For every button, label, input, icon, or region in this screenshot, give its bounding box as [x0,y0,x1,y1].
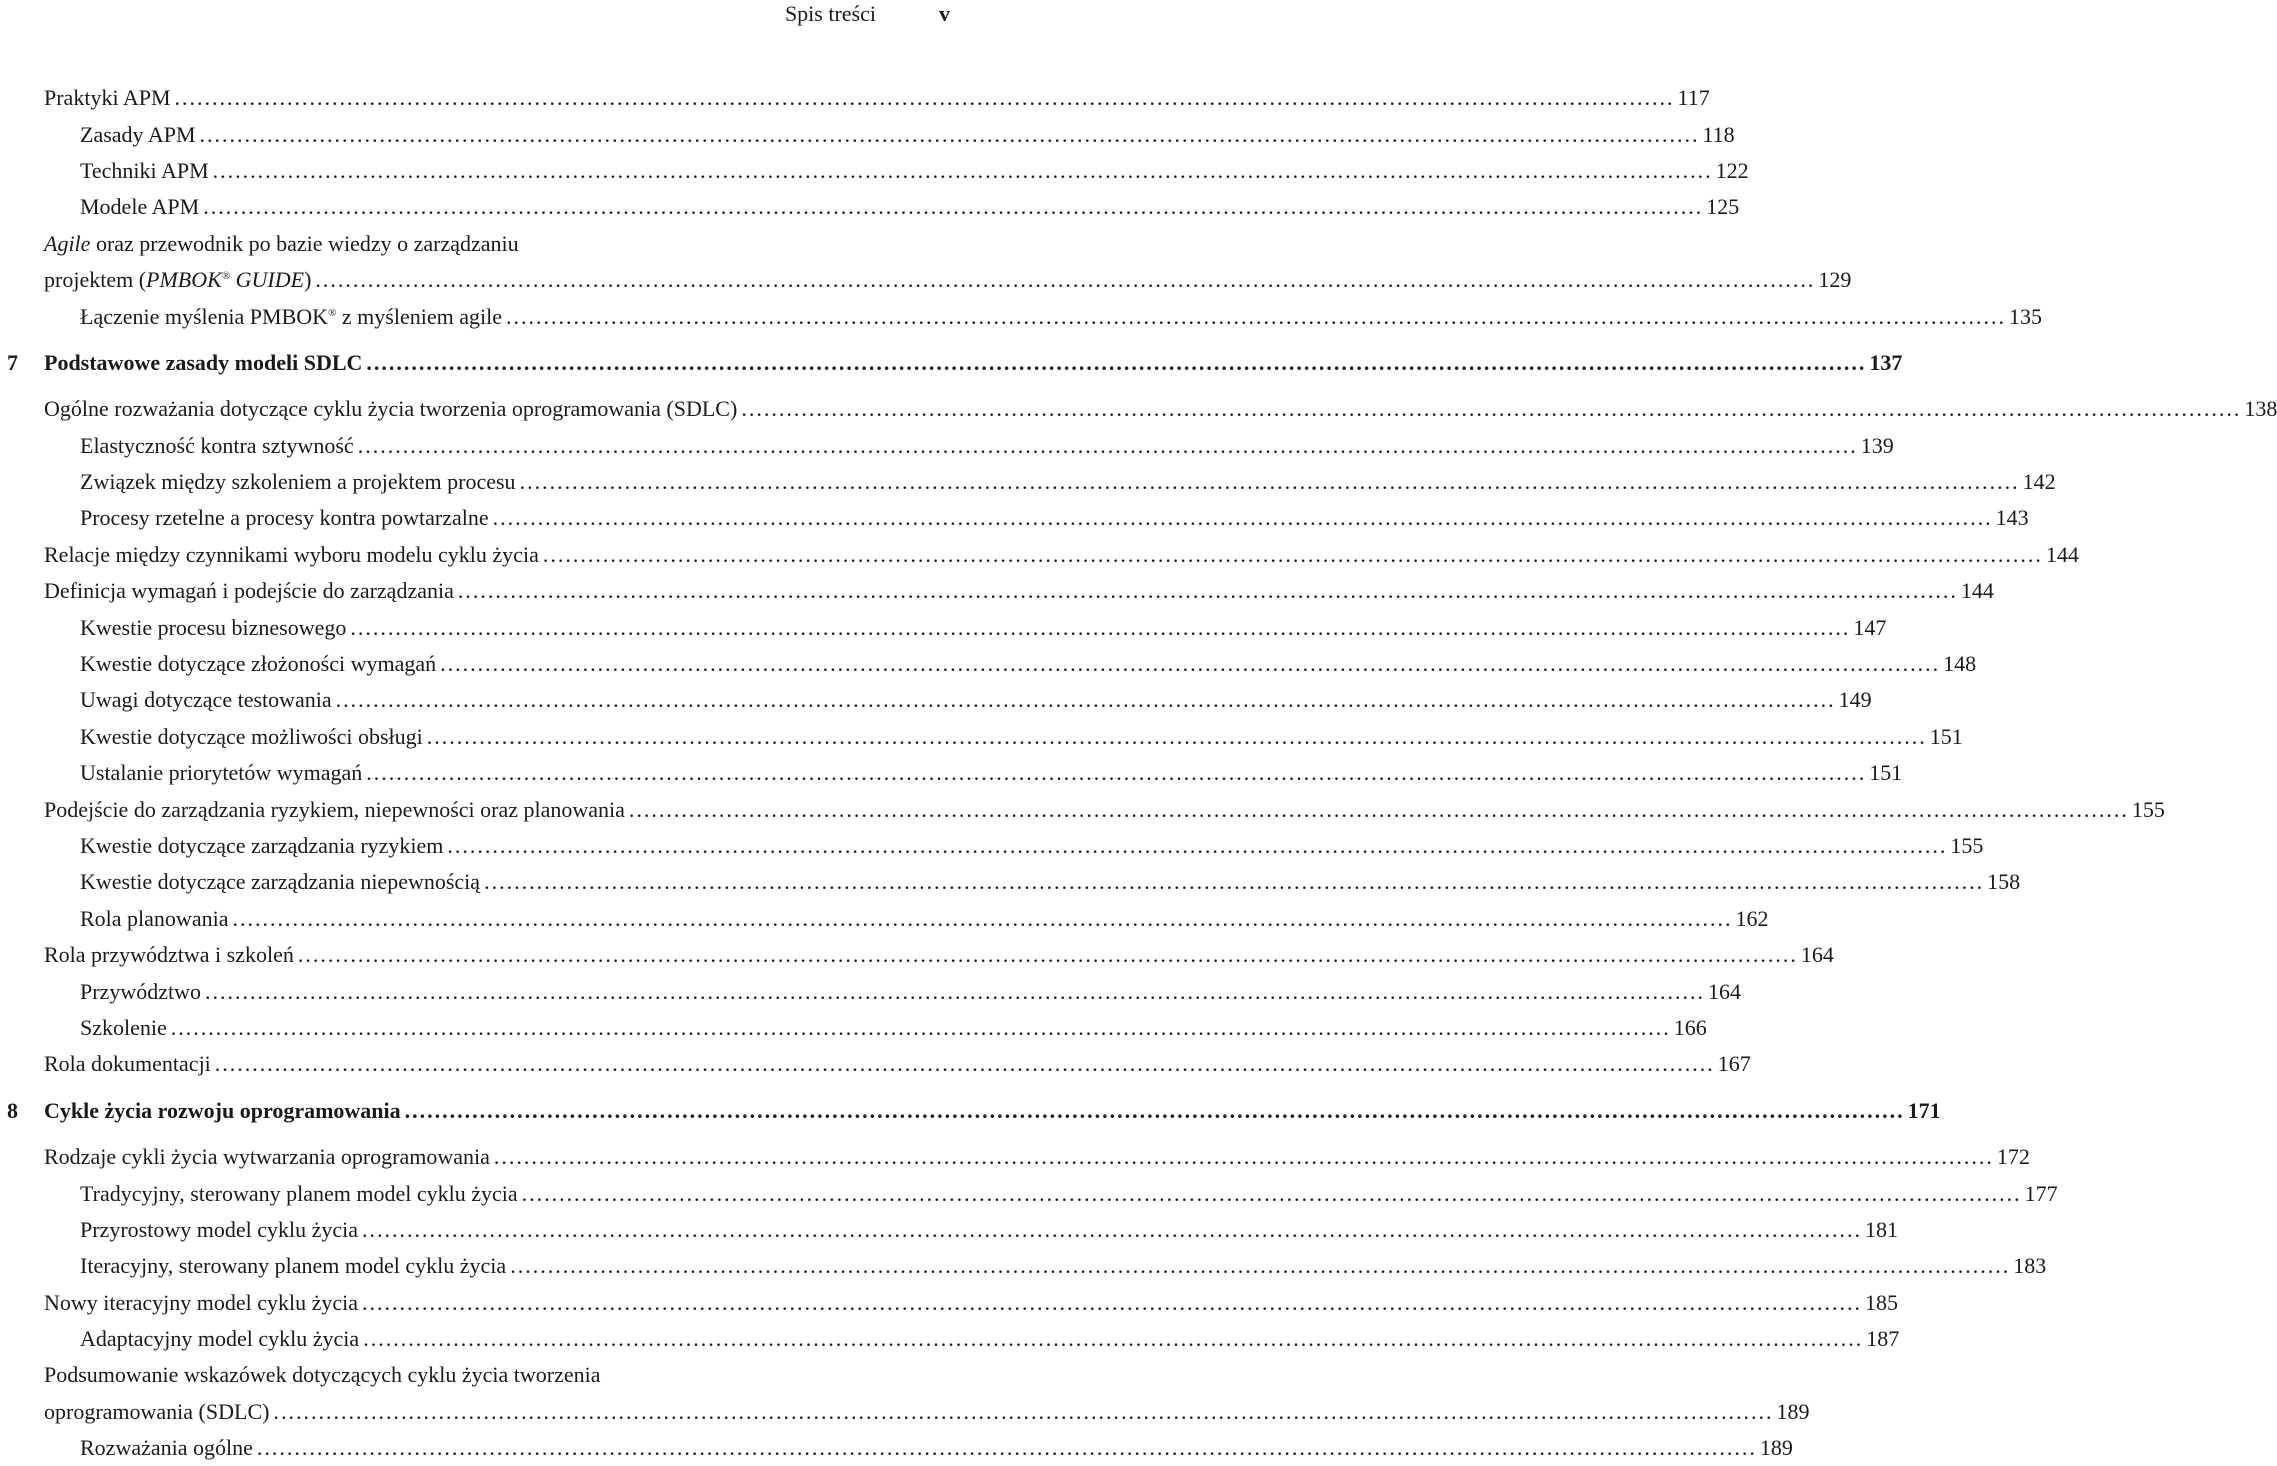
toc-entry [0,937,1834,973]
toc-page-number: 144 [1960,578,1994,604]
dot-leader: ........................................................................................................................................................................................................ [199,121,1700,147]
toc-entry-title: Przyrostowy model cyklu życia [80,1216,358,1242]
dot-leader: ........................................................................................................................................................................................................ [366,760,1867,786]
toc-page-number: 151 [1869,760,1903,786]
toc-entry [0,755,1903,791]
dot-leader: ........................................................................................................................................................................................................ [170,1014,1671,1040]
dot-leader: ........................................................................................................................................................................................................ [204,978,1705,1004]
dot-leader: ........................................................................................................................................................................................................ [335,687,1836,713]
toc-entry-title: Cykle życia rozwoju oprogramowania [44,1097,401,1123]
dot-leader: ........................................................................................................................................................................................................ [440,651,1941,677]
toc-page-number: 151 [1929,723,1963,749]
running-header [0,0,960,40]
toc-entry [0,973,1741,1009]
toc-entry-title: Kwestie dotyczące możliwości obsługi [80,723,423,749]
toc-entry-title: projektem (PMBOK® GUIDE) [44,267,312,293]
dot-leader: ........................................................................................................................................................................................................ [404,1097,1905,1123]
toc-entry-title: Podstawowe zasady modeli SDLC [44,349,363,375]
toc-page-number: 187 [1866,1326,1900,1352]
toc-entry-title: Kwestie dotyczące zarządzania niepewnością [80,869,481,895]
toc-entry [0,1175,2058,1211]
toc-page-number: 177 [2024,1180,2058,1206]
toc-entry-title: Związek między szkoleniem a projektem procesu [80,469,516,495]
toc-entry [0,226,960,262]
toc-entry-title: Praktyki APM [44,85,171,111]
toc-page-number: 183 [2013,1253,2047,1279]
dot-leader: ........................................................................................................................................................................................................ [521,1180,2022,1206]
toc-page-number: 148 [1943,651,1977,677]
toc-entry-title: Podejście do zarządzania ryzykiem, niepewności oraz planowania [44,796,625,822]
toc-entry-title: Ogólne rozważania dotyczące cyklu życia tworzenia oprogramowania (SDLC) [44,396,738,422]
dot-leader: ........................................................................................................................................................................................................ [542,541,2043,567]
toc-entry-title: Uwagi dotyczące testowania [80,687,332,713]
toc-page-number: 172 [1996,1144,2030,1170]
toc-entry-title: Elastyczność kontra sztywność [80,432,354,458]
toc-entry-title: Szkolenie [80,1014,167,1040]
dot-leader: ........................................................................................................................................................................................................ [505,303,2006,329]
toc-entry [0,298,2042,334]
toc-entry [0,428,1894,464]
dot-leader: ........................................................................................................................................................................................................ [492,505,1993,531]
toc-page-number: 171 [1907,1097,1941,1123]
toc-page-number: 135 [2008,303,2042,329]
toc-entry-title: Zasady APM [80,121,196,147]
chapter-number: 7 [7,349,18,375]
toc-page-number: 181 [1865,1216,1898,1242]
toc-entry-title: Kwestie dotyczące zarządzania ryzykiem [80,833,444,858]
dot-leader: ........................................................................................................................................................................................................ [212,157,1713,183]
toc-entry [0,262,1852,298]
toc-entry [0,1010,1707,1046]
toc-page-number: 189 [1776,1398,1810,1424]
toc-entry-title: Kwestie procesu biznesowego [80,614,347,640]
toc-entry-title: Iteracyjny, sterowany planem model cyklu życia [80,1253,507,1279]
toc-entry [0,1321,1900,1357]
toc-entry [0,682,1872,718]
toc-entry-title: Tradycyjny, sterowany planem model cyklu życia [80,1180,518,1206]
toc-page-number: 155 [1950,833,1984,858]
toc-entry-title: Rola przywództwa i szkoleń [44,942,294,968]
dot-leader: ........................................................................................................................................................................................................ [297,942,1798,968]
dot-leader: ........................................................................................................................................................................................................ [363,1326,1864,1352]
toc-page-number: 167 [1717,1051,1751,1077]
toc-page-number: 144 [2045,541,2079,567]
toc-entry [0,153,1749,189]
toc-entry-title: Rola dokumentacji [44,1051,211,1077]
toc-chapter-entry [0,1093,1941,1129]
dot-leader: ........................................................................................................................................................................................................ [519,469,2020,495]
toc-entry [0,80,1710,116]
toc-page-number: 142 [2022,469,2056,495]
dot-leader: ........................................................................................................................................................................................................ [510,1253,2011,1279]
dot-leader: ........................................................................................................................................................................................................ [203,194,1704,220]
toc-entry-title: Modele APM [80,194,200,220]
dot-leader: ........................................................................................................................................................................................................ [447,833,1948,858]
toc-page-number: 125 [1706,194,1740,220]
toc-entry-title: Techniki APM [80,157,209,183]
toc-page-number: 166 [1673,1014,1707,1040]
dot-leader: ........................................................................................................................................................................................................ [350,614,1851,640]
toc-entry [0,609,1887,645]
dot-leader: ........................................................................................................................................................................................................ [214,1051,1715,1077]
toc-entry [0,719,1963,755]
toc-page-number: 158 [1987,869,2021,895]
table-of-contents [0,80,2277,1466]
toc-page-number: 143 [1995,505,2029,531]
toc-entry [0,1394,1810,1430]
dot-leader: ........................................................................................................................................................................................................ [362,1289,1863,1315]
toc-entry-title: Kwestie dotyczące złożoności wymagań [80,651,437,677]
dot-leader: ........................................................................................................................................................................................................ [315,267,1816,293]
dot-leader: ........................................................................................................................................................................................................ [273,1398,1774,1424]
toc-page-number: 155 [2131,796,2165,822]
dot-leader: ........................................................................................................................................................................................................ [457,578,1958,604]
toc-entry [0,464,2056,500]
dot-leader: ........................................................................................................................................................................................................ [362,1216,1862,1242]
page-numeral: v [939,1,950,26]
toc-entry [0,901,1769,937]
toc-page-number: 162 [1735,905,1769,931]
toc-page-number: 118 [1702,121,1735,147]
toc-entry [0,1285,1899,1321]
toc-page-number: 139 [1860,432,1894,458]
toc-entry-title: Nowy iteracyjny model cyklu życia [44,1289,359,1315]
toc-entry [0,1212,1898,1248]
toc-entry-title: Relacje między czynnikami wyboru modelu cyklu życia [44,541,539,567]
toc-entry [0,1248,2047,1284]
toc-entry-title: oprogramowania (SDLC) [44,1398,270,1424]
toc-entry [0,646,1977,682]
toc-entry [0,864,2021,900]
toc-page-number: 129 [1818,267,1852,293]
toc-entry [0,828,1984,864]
toc-page-number: 189 [1759,1435,1793,1461]
dot-leader: ........................................................................................................................................................................................................ [174,85,1675,111]
dot-leader: ........................................................................................................................................................................................................ [628,796,2129,822]
toc-entry-title: Rola planowania [80,905,229,931]
toc-page-number: 149 [1838,687,1872,713]
toc-entry [0,573,1994,609]
toc-entry [0,791,2165,827]
toc-entry-title: Łączenie myślenia PMBOK® z myśleniem agile [80,303,502,329]
toc-entry-title: Agile oraz przewodnik po bazie wiedzy o zarządzaniu [44,230,519,256]
dot-leader: ........................................................................................................................................................................................................ [426,723,1927,749]
toc-entry-title: Procesy rzetelne a procesy kontra powtarzalne [80,505,489,531]
toc-page-number: 137 [1869,349,1903,375]
toc-entry-title: Adaptacyjny model cyklu życia [80,1326,360,1352]
dot-leader: ........................................................................................................................................................................................................ [493,1144,1994,1170]
toc-page-number: 117 [1677,85,1710,111]
dot-leader: ........................................................................................................................................................................................................ [357,432,1858,458]
dot-leader: ........................................................................................................................................................................................................ [232,905,1733,931]
toc-entry [0,500,2029,536]
dot-leader: ........................................................................................................................................................................................................ [741,396,2242,422]
toc-entry [0,537,2079,573]
dot-leader: ........................................................................................................................................................................................................ [256,1435,1757,1461]
chapter-number: 8 [7,1097,18,1123]
toc-entry [0,1357,960,1393]
toc-entry-title: Definicja wymagań i podejście do zarządzania [44,578,454,604]
toc-page-number: 164 [1707,978,1741,1004]
toc-page-number: 164 [1800,942,1834,968]
toc-entry-title: Rodzaje cykli życia wytwarzania oprogramowania [44,1144,490,1170]
toc-entry-title: Rozważania ogólne [80,1435,253,1461]
toc-page-number: 147 [1853,614,1887,640]
toc-entry [0,1139,2030,1175]
dot-leader: ........................................................................................................................................................................................................ [366,349,1867,375]
toc-chapter-entry [0,345,1903,381]
toc-entry [0,189,1740,225]
toc-entry-title: Przywództwo [80,978,201,1004]
toc-entry [0,1046,1751,1082]
toc-entry [0,1430,1793,1466]
toc-page-number: 185 [1865,1289,1899,1315]
toc-page-number: 122 [1715,157,1749,183]
toc-entry [0,116,1735,152]
toc-entry-title: Ustalanie priorytetów wymagań [80,760,363,786]
running-title: Spis treści [784,1,876,26]
toc-entry [0,391,2277,427]
dot-leader: ........................................................................................................................................................................................................ [484,869,1985,895]
toc-page-number: 138 [2244,396,2277,422]
toc-entry-title: Podsumowanie wskazówek dotyczących cyklu życia tworzenia [44,1362,601,1388]
